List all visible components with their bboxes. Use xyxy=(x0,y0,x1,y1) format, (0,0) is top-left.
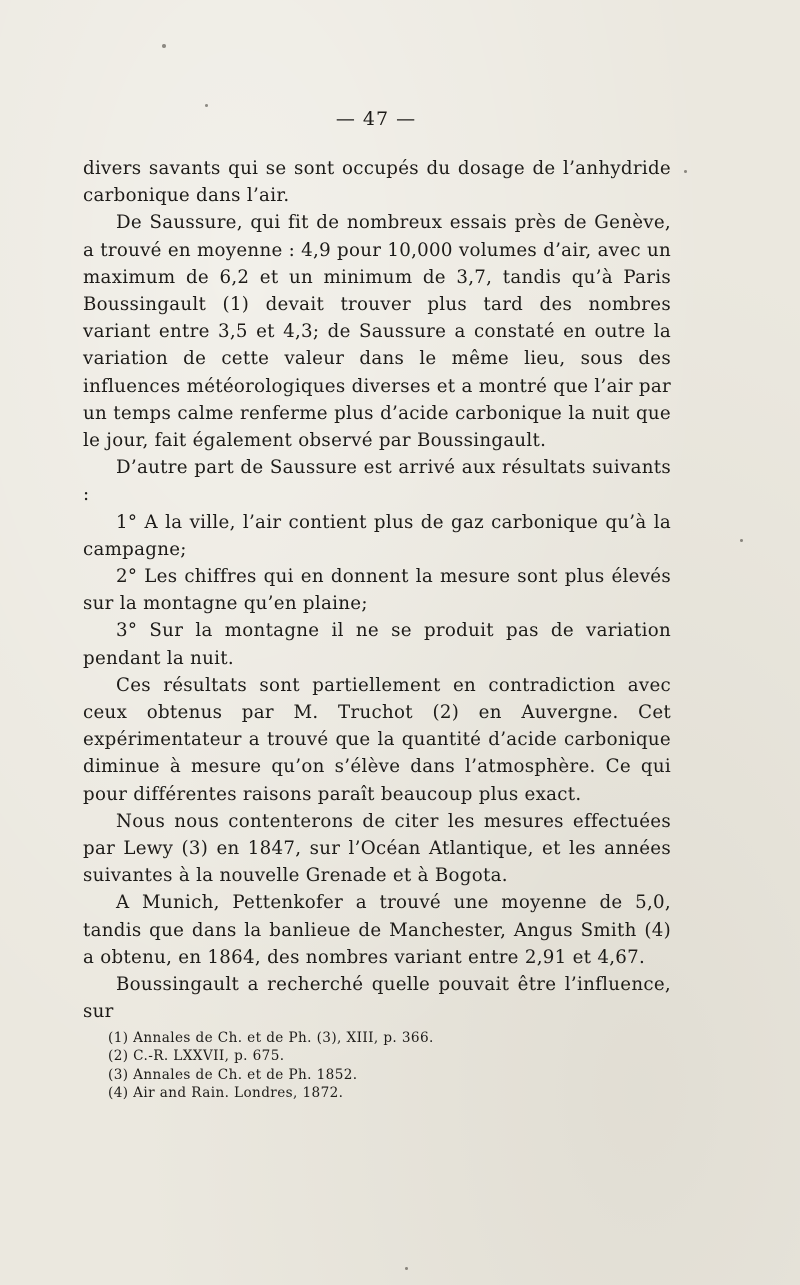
scan-speck xyxy=(205,104,208,107)
scan-speck xyxy=(405,1267,408,1270)
paragraph: Nous nous contenterons de citer les mesures effectuées par Lewy (3) en 1847, sur l’Océan Atlantique, et les années suivantes à la nouvelle Grenade et à Bogota. xyxy=(83,810,671,887)
list-item: 3° Sur la montagne il ne se produit pas de variation pendant la nuit. xyxy=(83,620,671,669)
footnote: (1) Annales de Ch. et de Ph. (3), XIII, p. 366. xyxy=(108,1030,434,1046)
scan-speck xyxy=(684,170,687,173)
list-item: 2° Les chiffres qui en donnent la mesure sont plus élevés sur la montagne qu’en plaine; xyxy=(83,566,671,615)
footnotes xyxy=(108,1029,628,1103)
paragraph: De Saussure, qui fit de nombreux essais près de Genève, a trouvé en moyenne : 4,9 pour 10,000 volumes d’air, avec un maximum de 6,2 et un minimum de 3,7, tandis qu’à Paris Boussingault (1) devait trouver plus tard des nombres variant entre 3,5 et 4,3; de Saussure a constaté en outre la variation de cette valeur dans le même lieu, sous des influences météorologiques diverses et a montré que l’air par un temps calme renferme plus d’acide carbonique la nuit que le jour, fait également observé par Boussingault. xyxy=(83,212,671,452)
paragraph: A Munich, Pettenkofer a trouvé une moyenne de 5,0, tandis que dans la banlieue de Manchester, Angus Smith (4) a obtenu, en 1864, des nombres variant entre 2,91 et 4,67. xyxy=(83,892,671,968)
main-text xyxy=(83,155,671,1026)
footnote: (2) C.-R. LXXVII, p. 675. xyxy=(108,1048,285,1065)
scan-speck xyxy=(740,539,743,542)
footnote: (4) Air and Rain. Londres, 1872. xyxy=(108,1085,344,1102)
scan-speck xyxy=(162,44,166,48)
list-item: 1° A la ville, l’air contient plus de gaz carbonique qu’à la campagne; xyxy=(83,511,671,560)
paragraph: divers savants qui se sont occupés du dosage de l’anhydride carbonique dans l’air. xyxy=(83,158,671,207)
paragraph: Boussingault a recherché quelle pouvait être l’influence, sur xyxy=(83,974,671,1023)
footnote: (3) Annales de Ch. et de Ph. 1852. xyxy=(108,1066,358,1083)
page-number: — 47 — xyxy=(335,108,417,130)
paragraph: D’autre part de Saussure est arrivé aux résultats suivants : xyxy=(83,457,671,506)
paragraph: Ces résultats sont partiellement en contradiction avec ceux obtenus par M. Truchot (2) en Auvergne. Cet expérimentateur a trouvé que la quantité d’acide carbonique diminue à mesure qu’on s’élève dans l’atmosphère. Ce qui pour différentes raisons paraît beaucoup plus exact. xyxy=(83,674,671,805)
